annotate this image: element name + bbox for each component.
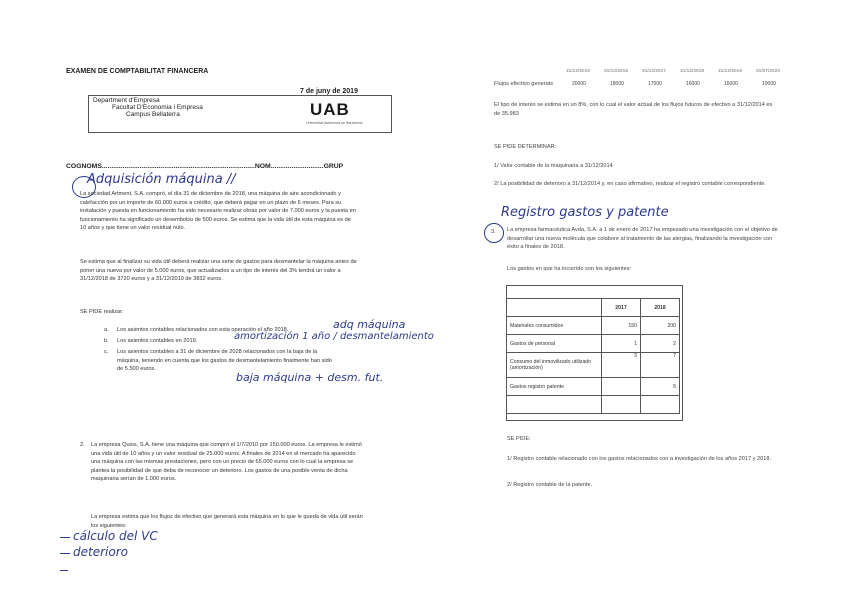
q3-number: 3. — [491, 229, 496, 235]
exam-date: 7 de juny de 2019 — [300, 88, 358, 95]
table-cell-value — [602, 378, 641, 396]
table-header-row — [507, 299, 680, 317]
flow-value-3: 17000 — [648, 81, 662, 87]
q2-statement-2: La empresa estima que los flujos de efectivo que generará esta máquina en lo que le queda de vida útil serán los siguientes: — [91, 514, 363, 529]
q1-item-b: Los asientos contables en 2019. — [117, 338, 198, 344]
table-cell-value: 200 — [641, 317, 680, 335]
q3-statement-2: Los gastos en que ha incurrido son los siguientes: — [507, 266, 632, 272]
exam-title: EXAMEN DE COMPTABILITAT FINANCERA — [66, 68, 209, 75]
list-dash-1 — [60, 537, 70, 538]
table-header-2017: 2017 — [602, 299, 641, 317]
flow-label: Flujos efectivo generats — [494, 81, 554, 87]
table-cell-label: Gastos de personal — [507, 335, 602, 353]
table-cell-label: Gastos registro patente — [507, 378, 602, 396]
q1-statement: La sociedad Artment, S.A. compró, el día 31 de diciembre de 2018, una máquina de aire acondicionado y calefacción por un importe de 60.000 euros a crédito, que deberá pagar en un plazo de 6 meses. Para su instalación y puesta en funcionamiento ha sido necesario realizar obras por valor de 7.000 euros y la puesta en funcionamiento ha significado un desembolso de 500 euros. Se estima que la vida útil de esta máquina es de 10 años y que tiene un valor residual nulo. — [80, 191, 356, 232]
handwritten-q1c: baja máquina + desm. fut. — [236, 371, 384, 384]
uab-logo-subtitle: Universitat Autònoma de Barcelona — [306, 121, 363, 125]
q1-statement-2: Se estima que al finalizar su vida útil deberá realizar una serie de gastos para desmantelar la máquina antes de poner una nueva por valor de 5.000 euros, que actualizados a un tipo de interés del 3% tendrá un valor a 31/12/2018 de 3720 euros y a 31/12/2019 de 3832 euros. — [80, 259, 357, 283]
flow-value-1: 20000 — [572, 81, 586, 87]
student-info-line: COGNOMS.................................................................................NOM............................GRUP — [66, 163, 344, 170]
se-pide-determinar: SE PIDE DETERMINAR: — [494, 144, 557, 150]
table-cell-value — [641, 396, 680, 414]
table-header-2018: 2018 — [641, 299, 680, 317]
table-row — [507, 317, 680, 335]
table-row — [507, 396, 680, 414]
handwritten-q1a: adq máquina — [333, 318, 406, 331]
table-cell-label — [507, 396, 602, 414]
flow-date-4: 31/12/2018 — [680, 69, 705, 74]
q2-statement: La empresa Quios, S.A. tiene una máquina que compró el 1/7/2010 por 150.000 euros. La empresa le estimó una vida útil de 10 años y un valor residual de 25.000 euros. A finales de 2014 en el mercado ha aparecido una máquina con las mismas prestaciones, pero con un precio de 65.000 euros con lo cual la empresa se plantea la posibilidad de que deba de reconocer un deterioro. Los gastos de una posible venta de dicha maquinaria serían de 1.000 euros. — [91, 442, 362, 483]
flow-date-6: 31/07/2020 — [756, 69, 781, 74]
handwritten-list-2: deterioro — [73, 545, 128, 559]
handwritten-q3-title: Registro gastos y patente — [501, 205, 669, 220]
flow-value-4: 16000 — [686, 81, 700, 87]
q2-number: 2. — [80, 442, 85, 448]
uab-logo: UAB — [310, 100, 350, 119]
table-row — [507, 335, 680, 353]
table-cell-value: 1 — [602, 335, 641, 353]
se-pide-q3: SE PIDE: — [507, 436, 531, 442]
pide-item-2: 2/ Registro contable de la patente. — [507, 482, 593, 488]
q1-se-pide: SE PIDE realizar: — [80, 309, 124, 315]
table-header-cell — [507, 299, 602, 317]
flow-date-2: 31/12/2016 — [604, 69, 629, 74]
faculty-name: Facultat D'Economia i Empresa — [112, 104, 203, 111]
determinar-item-2: 2/ La posibilidad de deterioro a 31/12/2014 y, en caso afirmativo, realizar el registro contable correspondiente. — [494, 181, 766, 187]
expenses-table — [506, 298, 680, 414]
flow-date-3: 31/12/2017 — [642, 69, 667, 74]
interest-text: El tipo de interés se estima en un 8%, con lo cual el valor actual de los flujos futuros de efectivo a 31/12/2014 es de 35.983 — [494, 102, 773, 117]
table-cell-label: Consumo del inmovilizado utilizado (amortización) — [507, 353, 602, 378]
q1-item-a: Los asientos contables relacionados con esta operación el año 2018. — [117, 327, 289, 333]
flow-value-2: 18000 — [610, 81, 624, 87]
table-cell-value: 2 — [641, 335, 680, 353]
table-row — [507, 353, 680, 378]
table-cell-label: Materiales consumidos — [507, 317, 602, 335]
list-dash-3 — [60, 570, 68, 571]
handwritten-q1-title: Adquisición máquina // — [87, 172, 236, 187]
q1-item-c: Los asientos contables a 31 de diciembre de 2028 relacionados con la baja de la máquina, teniendo en cuenta que los gastos de desmantelamiento finalmente han sido de 5.500 euros. — [117, 349, 332, 373]
table-row — [507, 378, 680, 396]
handwritten-q1b: amortización 1 año / desmantelamiento — [234, 331, 434, 342]
table-cell-value: 150 — [602, 317, 641, 335]
pide-item-1: 1/ Registro contable relacionado con los gastos relacionados con a investigación de los años 2017 y 2018. — [507, 456, 772, 462]
flow-value-5: 15000 — [724, 81, 738, 87]
campus-name: Campus Bellaterra — [126, 111, 180, 118]
table-cell-value: 3 — [602, 353, 641, 378]
table-cell-value: 7 — [641, 353, 680, 378]
q1-item-c-mark: c. — [104, 349, 109, 355]
handwritten-list-1: cálculo del VC — [73, 529, 158, 543]
determinar-item-1: 1/ Valor contable de la maquinaria a 31/12/2014 — [494, 163, 613, 169]
flow-value-6: 10000 — [762, 81, 776, 87]
q3-statement: La empresa farmacéutica Avda, S.A. a 1 de enero de 2017 ha empezado una investigación con el objetivo de desarrollar una nueva molécula que colabore al tratamiento de las alergias, finalizando la investigación con éxito a finales de 2018. — [507, 227, 778, 251]
flow-date-5: 31/12/2019 — [718, 69, 743, 74]
table-cell-value — [602, 396, 641, 414]
table-cell-value: 5 — [641, 378, 680, 396]
flow-date-1: 31/12/2015 — [566, 69, 591, 74]
q1-item-b-mark: b. — [104, 338, 109, 344]
q1-item-a-mark: a. — [104, 327, 109, 333]
department-name: Department d'Empresa — [93, 97, 160, 104]
list-dash-2 — [60, 553, 70, 554]
